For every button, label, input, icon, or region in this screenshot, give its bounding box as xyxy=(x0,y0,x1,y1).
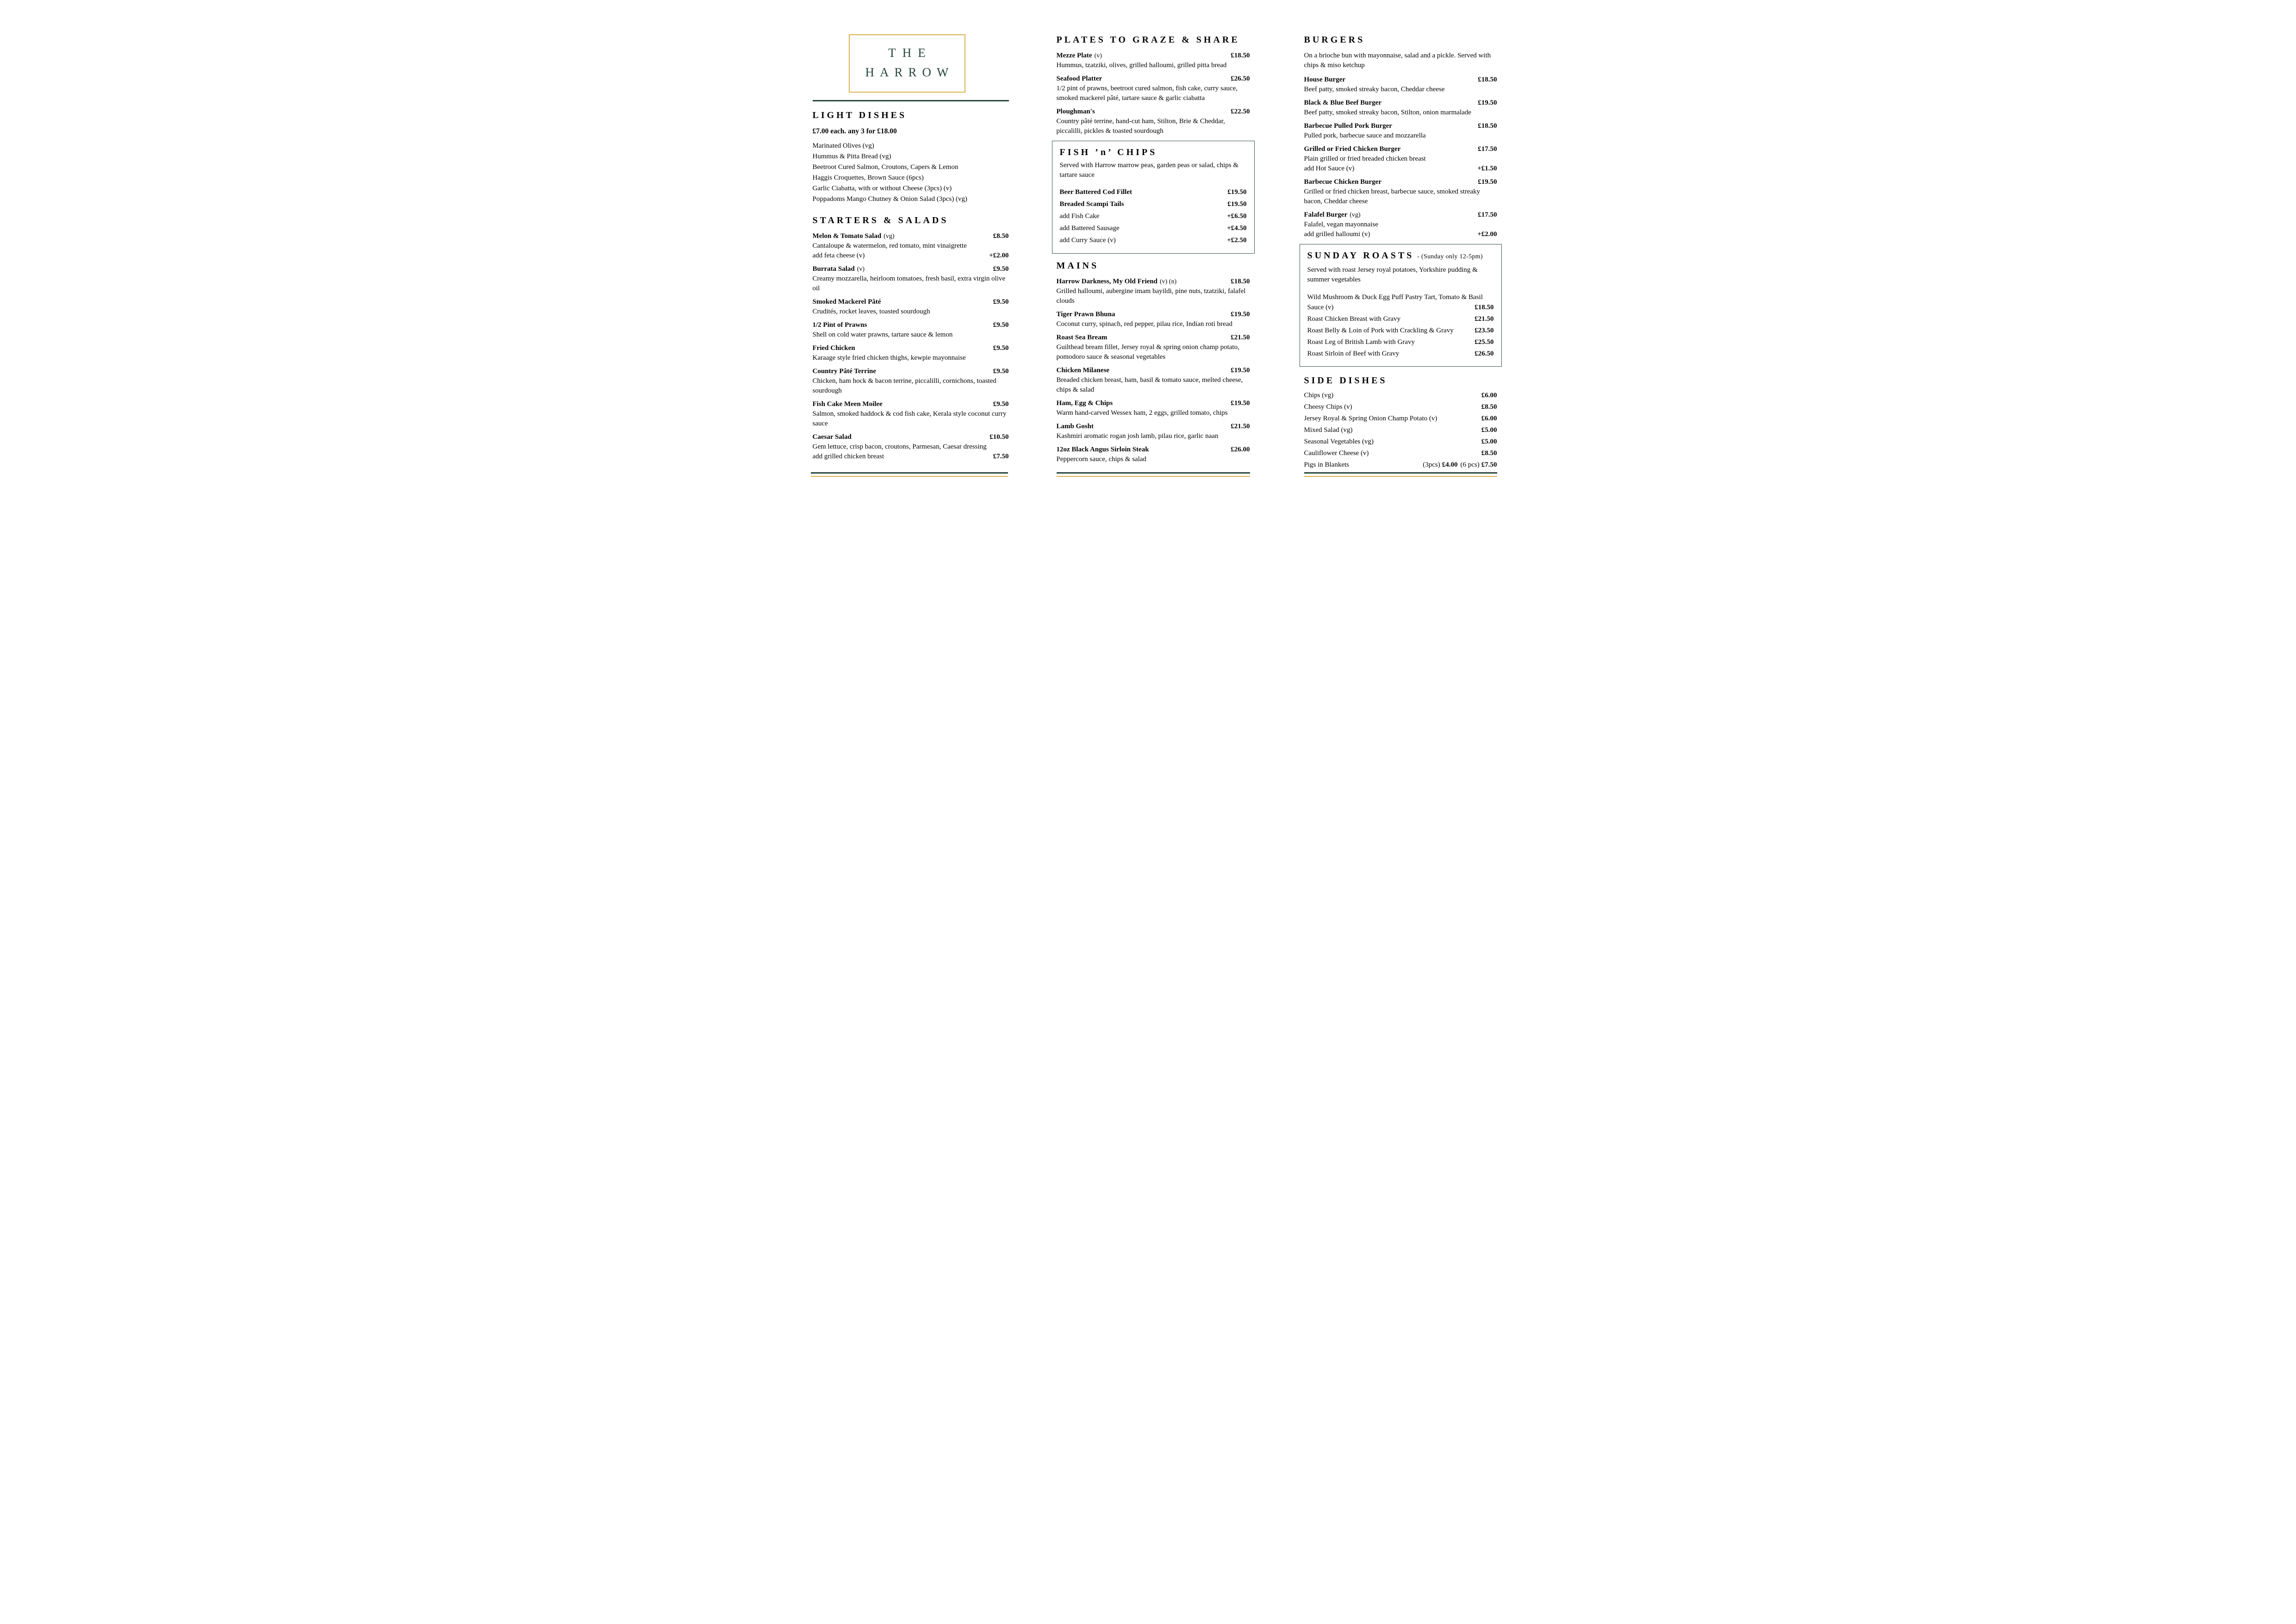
side-item-chips xyxy=(1304,391,1497,400)
fish-n-chips-intro: Served with Harrow marrow peas, garden peas or salad, chips & tartare sauce xyxy=(1059,162,1239,179)
item-price: £21.50 xyxy=(1231,423,1250,430)
item-name: Fried Chicken xyxy=(812,344,855,352)
item-addon: add grilled halloumi (v) xyxy=(1304,231,1370,238)
item-name: Roast Belly & Loin of Pork with Crackling & Gravy xyxy=(1307,327,1454,334)
menu-item-lamb-gosht xyxy=(1057,422,1250,441)
item-description: Beef patty, smoked streaky bacon, Stilton, onion marmalade xyxy=(1304,109,1471,116)
item-description: Plain grilled or fried breaded chicken breast xyxy=(1304,155,1426,162)
light-dish-item: Haggis Croquettes, Brown Sauce (6pcs) xyxy=(812,174,924,181)
item-addon-price: +£2.00 xyxy=(989,252,1009,259)
item-description: Pulled pork, barbecue sauce and mozzarella xyxy=(1304,132,1426,139)
item-price: £17.50 xyxy=(1478,211,1497,219)
sunday-roasts-intro: Served with roast Jersey royal potatoes, Yorkshire pudding & summer vegetables xyxy=(1307,266,1478,283)
menu-item-roast-chicken xyxy=(1307,314,1494,324)
menu-item-ham-egg-chips xyxy=(1057,399,1250,418)
section-title-burgers: BURGERS xyxy=(1304,35,1365,45)
item-description: Grilled or fried chicken breast, barbecue sauce, smoked streaky bacon, Cheddar cheese xyxy=(1304,188,1481,205)
item-price: £17.50 xyxy=(1478,145,1497,153)
item-price: £8.50 xyxy=(1481,403,1497,411)
item-name: House Burger xyxy=(1304,76,1346,83)
footer-rule-left xyxy=(811,472,1008,477)
light-dish-item: Marinated Olives (vg) xyxy=(812,142,874,150)
menu-item-seafood-platter xyxy=(1057,74,1250,103)
menu-item-black-blue-burger xyxy=(1304,98,1497,118)
item-description: Warm hand-carved Wessex ham, 2 eggs, grilled tomato, chips xyxy=(1056,409,1228,417)
item-price: £26.00 xyxy=(1231,446,1250,453)
menu-item-ploughmans xyxy=(1057,107,1250,136)
menu-item-harrow-darkness xyxy=(1057,277,1250,306)
section-title-starters-salads: STARTERS & SALADS xyxy=(812,215,949,225)
light-dish-item: Garlic Ciabatta, with or without Cheese (3pcs) (v) xyxy=(812,185,952,192)
item-addon: add Hot Sauce (v) xyxy=(1304,165,1355,172)
item-name: Roast Chicken Breast with Gravy xyxy=(1307,315,1401,323)
item-name: Beer Battered Cod Fillet xyxy=(1059,188,1132,196)
side-item-cheesy-chips xyxy=(1304,402,1497,412)
section-title-fish-n-chips: FISH ’n’ CHIPS xyxy=(1059,147,1157,157)
burgers-intro: On a brioche bun with mayonnaise, salad and a pickle. Served with chips & miso ketchup xyxy=(1304,52,1491,69)
item-description: Hummus, tzatziki, olives, grilled halloumi, grilled pitta bread xyxy=(1056,62,1227,69)
item-name: Burrata Salad (v) xyxy=(812,265,865,273)
menu-item-falafel-burger xyxy=(1304,210,1497,239)
menu-item-caesar-salad xyxy=(813,432,1009,462)
item-name: Roast Sirloin of Beef with Gravy xyxy=(1307,350,1400,357)
item-name: Falafel Burger (vg) xyxy=(1304,211,1361,219)
item-description: Salmon, smoked haddock & cod fish cake, Kerala style coconut curry sauce xyxy=(812,410,1007,427)
item-name: 1/2 Pint of Prawns xyxy=(812,321,867,329)
menu-item-bbq-pulled-pork-burger xyxy=(1304,121,1497,141)
side-item-pigs-in-blankets xyxy=(1304,460,1497,470)
item-name: Cheesy Chips (v) xyxy=(1304,403,1352,411)
item-addon-price: +£6.50 xyxy=(1227,212,1247,220)
item-price: £6.00 xyxy=(1481,392,1497,399)
sunday-roasts-hours: - (Sunday only 12-5pm) xyxy=(1417,253,1483,260)
item-name: Chips (vg) xyxy=(1304,392,1334,399)
menu-item-roast-lamb xyxy=(1307,337,1494,347)
menu-item-house-burger xyxy=(1304,75,1497,94)
item-name: Lamb Gosht xyxy=(1056,423,1094,430)
item-price: £19.50 xyxy=(1478,99,1497,106)
menu-item-chicken-milanese xyxy=(1057,366,1250,395)
column-right xyxy=(1304,34,1497,472)
item-price: £22.50 xyxy=(1231,108,1250,115)
side-item-mixed-salad xyxy=(1304,425,1497,435)
item-name: Melon & Tomato Salad (vg) xyxy=(812,232,895,240)
item-addon-price: +£2.00 xyxy=(1477,231,1497,238)
item-name: Country Pâté Terrine xyxy=(812,368,876,375)
item-price: £18.50 xyxy=(1231,52,1250,59)
item-price: £6.00 xyxy=(1481,415,1497,422)
section-title-side-dishes: SIDE DISHES xyxy=(1304,375,1388,386)
item-price: £19.50 xyxy=(1227,200,1247,208)
item-name: Mixed Salad (vg) xyxy=(1304,426,1353,434)
item-description: Kashmiri aromatic rogan josh lamb, pilau rice, garlic naan xyxy=(1056,432,1219,440)
fish-n-chips-box xyxy=(1052,141,1255,254)
logo-separator-rule xyxy=(813,100,1009,101)
menu-item-half-pint-prawns xyxy=(813,320,1009,340)
item-price: £19.50 xyxy=(1231,367,1250,374)
item-description: Cantaloupe & watermelon, red tomato, mint vinaigrette xyxy=(812,242,967,250)
item-price: £19.50 xyxy=(1231,400,1250,407)
section-title-light-dishes: LIGHT DISHES xyxy=(812,110,907,120)
item-name: Caesar Salad xyxy=(812,433,852,441)
menu-item-roast-pork xyxy=(1307,326,1494,336)
item-description: Peppercorn sauce, chips & salad xyxy=(1056,456,1147,463)
item-addon-price: +£4.50 xyxy=(1227,225,1247,232)
item-addon: add Curry Sauce (v) xyxy=(1059,237,1116,244)
light-dish-item: Beetroot Cured Salmon, Croutons, Capers & Lemon xyxy=(812,163,958,171)
item-description: Karaage style fried chicken thighs, kewpie mayonnaise xyxy=(812,354,966,362)
menu-item-tiger-prawn-bhuna xyxy=(1057,310,1250,329)
side-item-champ-potato xyxy=(1304,414,1497,424)
section-title-mains: MAINS xyxy=(1056,261,1099,271)
item-price: £9.50 xyxy=(993,298,1009,306)
item-price: £21.50 xyxy=(1231,334,1250,341)
item-price: £18.50 xyxy=(1478,122,1497,130)
item-price: £5.00 xyxy=(1481,426,1497,434)
item-name: Black & Blue Beef Burger xyxy=(1304,99,1381,106)
item-name: Ploughman's xyxy=(1056,108,1095,115)
item-name: Seasonal Vegetables (vg) xyxy=(1304,438,1374,445)
item-price: £9.50 xyxy=(993,265,1009,273)
item-description: Breaded chicken breast, ham, basil & tomato sauce, melted cheese, chips & salad xyxy=(1056,376,1243,394)
menu-page xyxy=(790,0,1506,506)
light-dish-item: Hummus & Pitta Bread (vg) xyxy=(812,153,891,160)
item-addon-price: £7.50 xyxy=(993,453,1009,460)
item-price: £18.50 xyxy=(1475,304,1494,311)
item-price: £18.50 xyxy=(1231,278,1250,285)
menu-item-fish-cake-meen-moilee xyxy=(813,400,1009,429)
item-name: Cauliflower Cheese (v) xyxy=(1304,450,1369,457)
item-price: £8.50 xyxy=(993,232,1009,240)
item-name: Chicken Milanese xyxy=(1056,367,1110,374)
side-item-seasonal-vegetables xyxy=(1304,437,1497,447)
item-name-line-1: Wild Mushroom & Duck Egg Puff Pastry Tart, Tomato & Basil xyxy=(1307,294,1483,301)
column-left xyxy=(813,34,1009,465)
item-name: Harrow Darkness, My Old Friend (v) (n) xyxy=(1056,278,1177,285)
item-name: Ham, Egg & Chips xyxy=(1056,400,1113,407)
item-description: Gem lettuce, crisp bacon, croutons, Parmesan, Caesar dressing xyxy=(812,443,987,450)
item-name: Barbecue Chicken Burger xyxy=(1304,178,1381,186)
sunday-roasts-box xyxy=(1300,244,1502,367)
item-description: Shell on cold water prawns, tartare sauce & lemon xyxy=(812,331,953,338)
menu-item-melon-tomato-salad xyxy=(813,231,1009,261)
item-price: £23.50 xyxy=(1475,327,1494,334)
item-description: 1/2 pint of prawns, beetroot cured salmon, fish cake, curry sauce, smoked mackerel pâté, tartare sauce & garlic ciabatta xyxy=(1056,85,1238,102)
menu-item-bbq-chicken-burger xyxy=(1304,177,1497,206)
item-description: Grilled halloumi, aubergine imam bayildi, pine nuts, tzatziki, falafel clouds xyxy=(1056,287,1246,305)
item-description: Chicken, ham hock & bacon terrine, piccalilli, cornichons, toasted sourdough xyxy=(812,377,996,394)
item-name: Fish Cake Meen Moilee xyxy=(812,400,883,408)
item-name: 12oz Black Angus Sirloin Steak xyxy=(1056,446,1149,453)
menu-item-roast-beef xyxy=(1307,349,1494,359)
footer-rule-right xyxy=(1304,472,1497,477)
menu-item-fried-chicken xyxy=(813,344,1009,363)
restaurant-logo xyxy=(849,34,965,93)
item-description: Beef patty, smoked streaky bacon, Cheddar cheese xyxy=(1304,86,1445,93)
menu-item-chicken-burger xyxy=(1304,144,1497,174)
section-title-sunday-roasts: SUNDAY ROASTS - (Sunday only 12-5pm) xyxy=(1307,250,1483,261)
item-addon-price: +£1.50 xyxy=(1477,165,1497,172)
item-description: Guilthead bream fillet, Jersey royal & spring onion champ potato, pomodoro sauce & seasonal vegetables xyxy=(1056,344,1239,361)
item-price: £8.50 xyxy=(1481,450,1497,457)
item-name: Smoked Mackerel Pâté xyxy=(812,298,881,306)
item-price: £25.50 xyxy=(1475,338,1494,346)
item-name: Jersey Royal & Spring Onion Champ Potato (v) xyxy=(1304,415,1437,422)
menu-item-mezze-plate xyxy=(1057,51,1250,70)
logo-line-2: HARROW xyxy=(865,65,954,79)
item-addon: add feta cheese (v) xyxy=(812,252,865,259)
menu-item-country-pate-terrine xyxy=(813,367,1009,396)
item-name: Grilled or Fried Chicken Burger xyxy=(1304,145,1401,153)
item-price: £9.50 xyxy=(993,321,1009,329)
item-price: £9.50 xyxy=(993,400,1009,408)
column-middle xyxy=(1057,34,1250,468)
logo-line-1: THE xyxy=(888,46,932,60)
menu-item-mushroom-tart xyxy=(1307,292,1494,312)
item-price: £10.50 xyxy=(989,433,1009,441)
item-name: Seafood Platter xyxy=(1056,75,1102,82)
item-price: £19.50 xyxy=(1227,188,1247,196)
item-addon: add Battered Sausage xyxy=(1059,225,1120,232)
item-price: £26.50 xyxy=(1475,350,1494,357)
side-item-cauliflower-cheese xyxy=(1304,449,1497,458)
item-price: £19.50 xyxy=(1231,311,1250,318)
item-name: Pigs in Blankets xyxy=(1304,461,1350,468)
menu-item-roast-sea-bream xyxy=(1057,333,1250,362)
item-name: Tiger Prawn Bhuna xyxy=(1056,311,1115,318)
item-description: Coconut curry, spinach, red pepper, pilau rice, Indian roti bread xyxy=(1056,320,1232,328)
item-description: Crudités, rocket leaves, toasted sourdough xyxy=(812,308,930,315)
item-name: Roast Sea Bream xyxy=(1056,334,1108,341)
item-price: £18.50 xyxy=(1478,76,1497,83)
menu-item-sirloin-steak xyxy=(1057,445,1250,464)
light-dishes-pricing-note: £7.00 each. any 3 for £18.00 xyxy=(812,127,897,135)
item-name: Barbecue Pulled Pork Burger xyxy=(1304,122,1392,130)
item-name: Roast Leg of British Lamb with Gravy xyxy=(1307,338,1415,346)
item-name: Mezze Plate (v) xyxy=(1056,52,1102,59)
item-price: £9.50 xyxy=(993,368,1009,375)
item-price: £19.50 xyxy=(1478,178,1497,186)
menu-item-smoked-mackerel-pate xyxy=(813,297,1009,317)
section-title-plates-to-graze: PLATES TO GRAZE & SHARE xyxy=(1056,35,1240,45)
light-dish-item: Poppadoms Mango Chutney & Onion Salad (3pcs) (vg) xyxy=(812,195,968,203)
item-price: £26.50 xyxy=(1231,75,1250,82)
item-name: Breaded Scampi Tails xyxy=(1059,200,1124,208)
menu-item-burrata-salad xyxy=(813,264,1009,294)
item-description: Country pâté terrine, hand-cut ham, Stilton, Brie & Cheddar, piccalilli, pickles & toasted sourdough xyxy=(1056,118,1225,135)
item-name-line-2: Sauce (v) xyxy=(1307,304,1334,311)
item-price: £21.50 xyxy=(1475,315,1494,323)
item-description: Creamy mozzarella, heirloom tomatoes, fresh basil, extra virgin olive oil xyxy=(812,275,1006,292)
item-addon-price: +£2.50 xyxy=(1227,237,1247,244)
item-addon: add grilled chicken breast xyxy=(812,453,884,460)
item-price: (3pcs) £4.00 (6 pcs) £7.50 xyxy=(1423,461,1497,468)
footer-rule-middle xyxy=(1057,472,1250,477)
item-description: Falafel, vegan mayonnaise xyxy=(1304,221,1378,228)
item-price: £5.00 xyxy=(1481,438,1497,445)
item-addon: add Fish Cake xyxy=(1059,212,1100,220)
item-price: £9.50 xyxy=(993,344,1009,352)
